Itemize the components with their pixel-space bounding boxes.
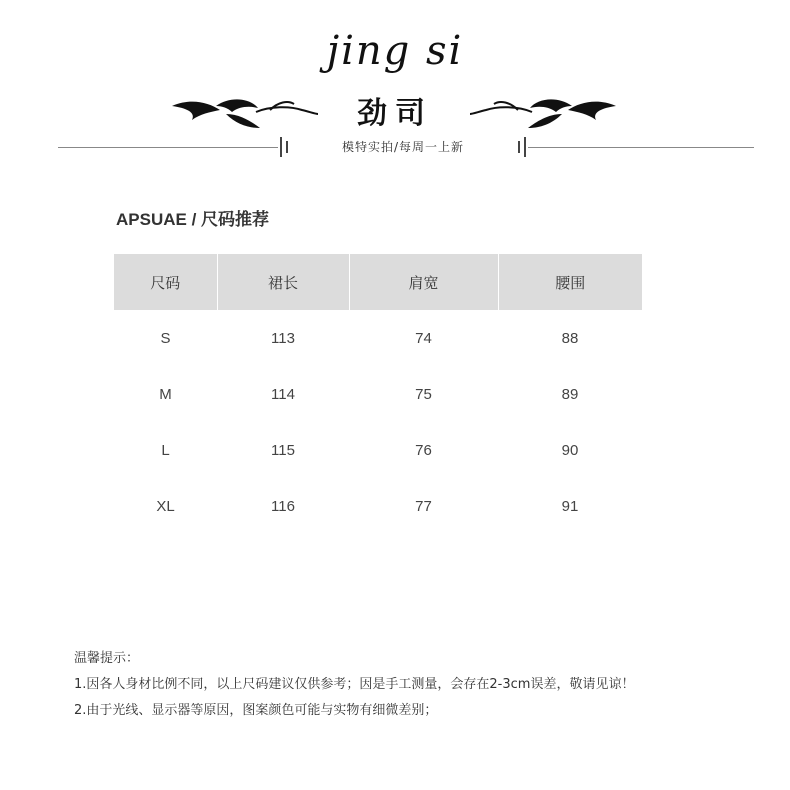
table-row bbox=[114, 422, 642, 478]
table-cell: 113 bbox=[271, 329, 295, 347]
table-cell: XL bbox=[156, 497, 175, 515]
table-row bbox=[114, 310, 642, 366]
column-header-waist: 腰围 bbox=[498, 254, 642, 310]
note-item: 1.因各人身材比例不同，以上尺码建议仅供参考；因是手工测量，会存在2-3cm误差，敬请见谅！ bbox=[74, 677, 635, 692]
table-cell: 115 bbox=[271, 441, 295, 459]
table-row bbox=[114, 478, 642, 534]
column-header-shoulder-width: 肩宽 bbox=[349, 254, 498, 310]
header-divider-left bbox=[58, 147, 278, 148]
right-flourish-ornament bbox=[468, 92, 618, 132]
table-cell: M bbox=[159, 385, 172, 403]
column-header-skirt-length: 裙长 bbox=[217, 254, 349, 310]
table-cell: L bbox=[161, 441, 170, 459]
brand-name-latin: jing si bbox=[326, 28, 464, 74]
header-divider-right bbox=[528, 147, 754, 148]
note-item: 2.由于光线、显示器等原因，图案颜色可能与实物有细微差别； bbox=[74, 703, 438, 718]
table-cell: S bbox=[160, 329, 171, 347]
tagline: 模特实拍/每周一上新 bbox=[280, 137, 526, 157]
brand-name-chinese: 劲司 bbox=[357, 96, 433, 131]
table-cell: 76 bbox=[415, 441, 432, 459]
table-cell: 77 bbox=[415, 497, 432, 515]
table-header-row bbox=[114, 254, 642, 310]
table-cell: 90 bbox=[561, 441, 579, 459]
brand-header bbox=[0, 0, 790, 170]
size-notes bbox=[74, 646, 634, 724]
table-row bbox=[114, 366, 642, 422]
size-chart-title: APSUAE / 尺码推荐 bbox=[116, 210, 270, 229]
size-table bbox=[114, 254, 642, 534]
notes-heading: 温馨提示： bbox=[74, 651, 140, 666]
table-cell: 89 bbox=[561, 385, 579, 403]
table-cell: 74 bbox=[415, 329, 432, 347]
table-cell: 75 bbox=[415, 385, 432, 403]
table-cell: 88 bbox=[561, 329, 579, 347]
table-cell: 114 bbox=[271, 385, 295, 403]
table-cell: 91 bbox=[561, 497, 579, 515]
table-cell: 116 bbox=[271, 497, 295, 515]
column-header-size: 尺码 bbox=[114, 254, 217, 310]
